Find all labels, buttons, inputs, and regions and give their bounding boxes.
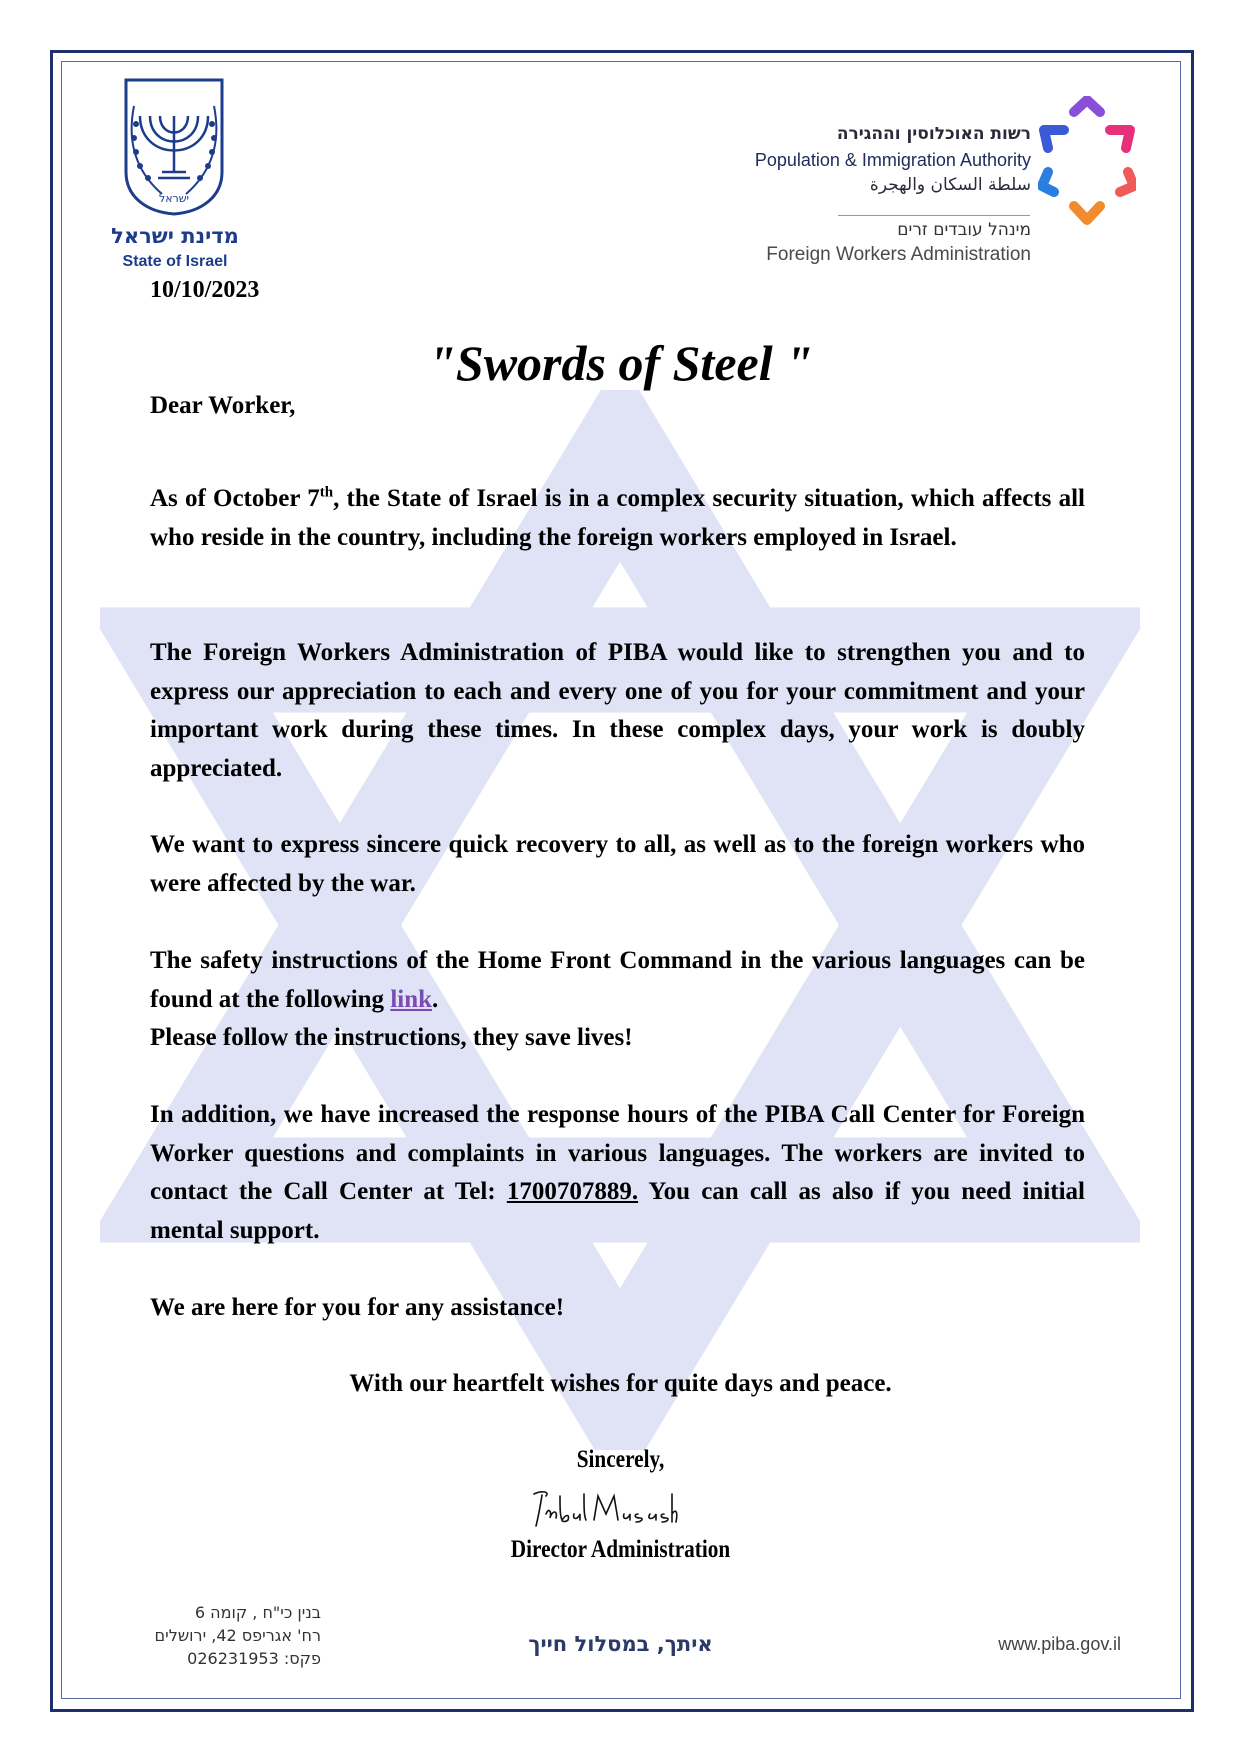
header-divider: [838, 215, 1030, 216]
letter-date: 10/10/2023: [150, 277, 260, 303]
department-name-hebrew: מינהל עובדים זרים: [897, 220, 1031, 240]
signer-title: Director Administration: [510, 1536, 731, 1563]
emblem-text: ישראל: [158, 192, 190, 205]
salutation: Dear Worker,: [150, 392, 296, 419]
state-emblem-icon: [122, 76, 226, 216]
state-name-hebrew: מדינת ישראל: [111, 224, 239, 248]
footer-slogan: איתך, במסלול חייך: [528, 1632, 713, 1656]
safety-instructions-link[interactable]: link: [390, 985, 433, 1013]
department-name-english: Foreign Workers Administration: [766, 244, 1031, 265]
paragraph-safety-instructions: The safety instructions of the Home Front Command in the various languages can be found at the following link. Please follow the instructions, they save lives!: [150, 947, 1085, 1051]
paragraph-call-center: In addition, we have increased the response hours of the PIBA Call Center for Foreign Worker questions and complaints in various languages. The workers are invited to contact the Call Center at Tel: 1700707889. You can call as also if you need initial mental support.: [150, 1101, 1086, 1244]
footer-website-link[interactable]: www.piba.gov.il: [998, 1634, 1121, 1654]
authority-name-arabic: سلطة السكان والهجرة: [869, 175, 1031, 195]
address-line-fax: פקס: 026231953: [187, 1649, 321, 1668]
address-line-building: בנין כי"ח , קומה 6: [194, 1603, 321, 1622]
state-name-english: State of Israel: [122, 253, 228, 270]
closing-wishes: With our heartfelt wishes for quite days and peace.: [349, 1370, 892, 1397]
call-center-phone[interactable]: 1700707889.: [506, 1178, 639, 1205]
authority-name-english: Population & Immigration Authority: [754, 150, 1031, 170]
address-line-street: רח' אגריפס 42, ירושלים: [154, 1626, 321, 1645]
paragraph-security-situation: As of October 7th, the State of Israel is in a complex security situation, which affects all who reside in the country, including the foreign workers employed in Israel.: [150, 484, 1085, 551]
piba-logo-icon: [1038, 96, 1136, 230]
paragraph-appreciation: The Foreign Workers Administration of PIBA would like to strengthen you and to express our appreciation to each and every one of you for your commitment and your important work during these times. In these complex days, your work is doubly appreciated.: [150, 639, 1085, 782]
letter-title: "Swords of Steel ": [428, 335, 813, 391]
authority-name-hebrew: רשות האוכלוסין וההגירה: [836, 124, 1031, 144]
handwritten-signature: [528, 1484, 678, 1532]
paragraph-assistance: We are here for you for any assistance!: [150, 1294, 565, 1321]
closing-sincerely: Sincerely,: [576, 1446, 665, 1473]
follow-instructions-line: Please follow the instructions, they save lives!: [150, 1024, 633, 1051]
paragraph-recovery: We want to express sincere quick recovery to all, as well as to the foreign workers who were affected by the war.: [150, 831, 1085, 897]
